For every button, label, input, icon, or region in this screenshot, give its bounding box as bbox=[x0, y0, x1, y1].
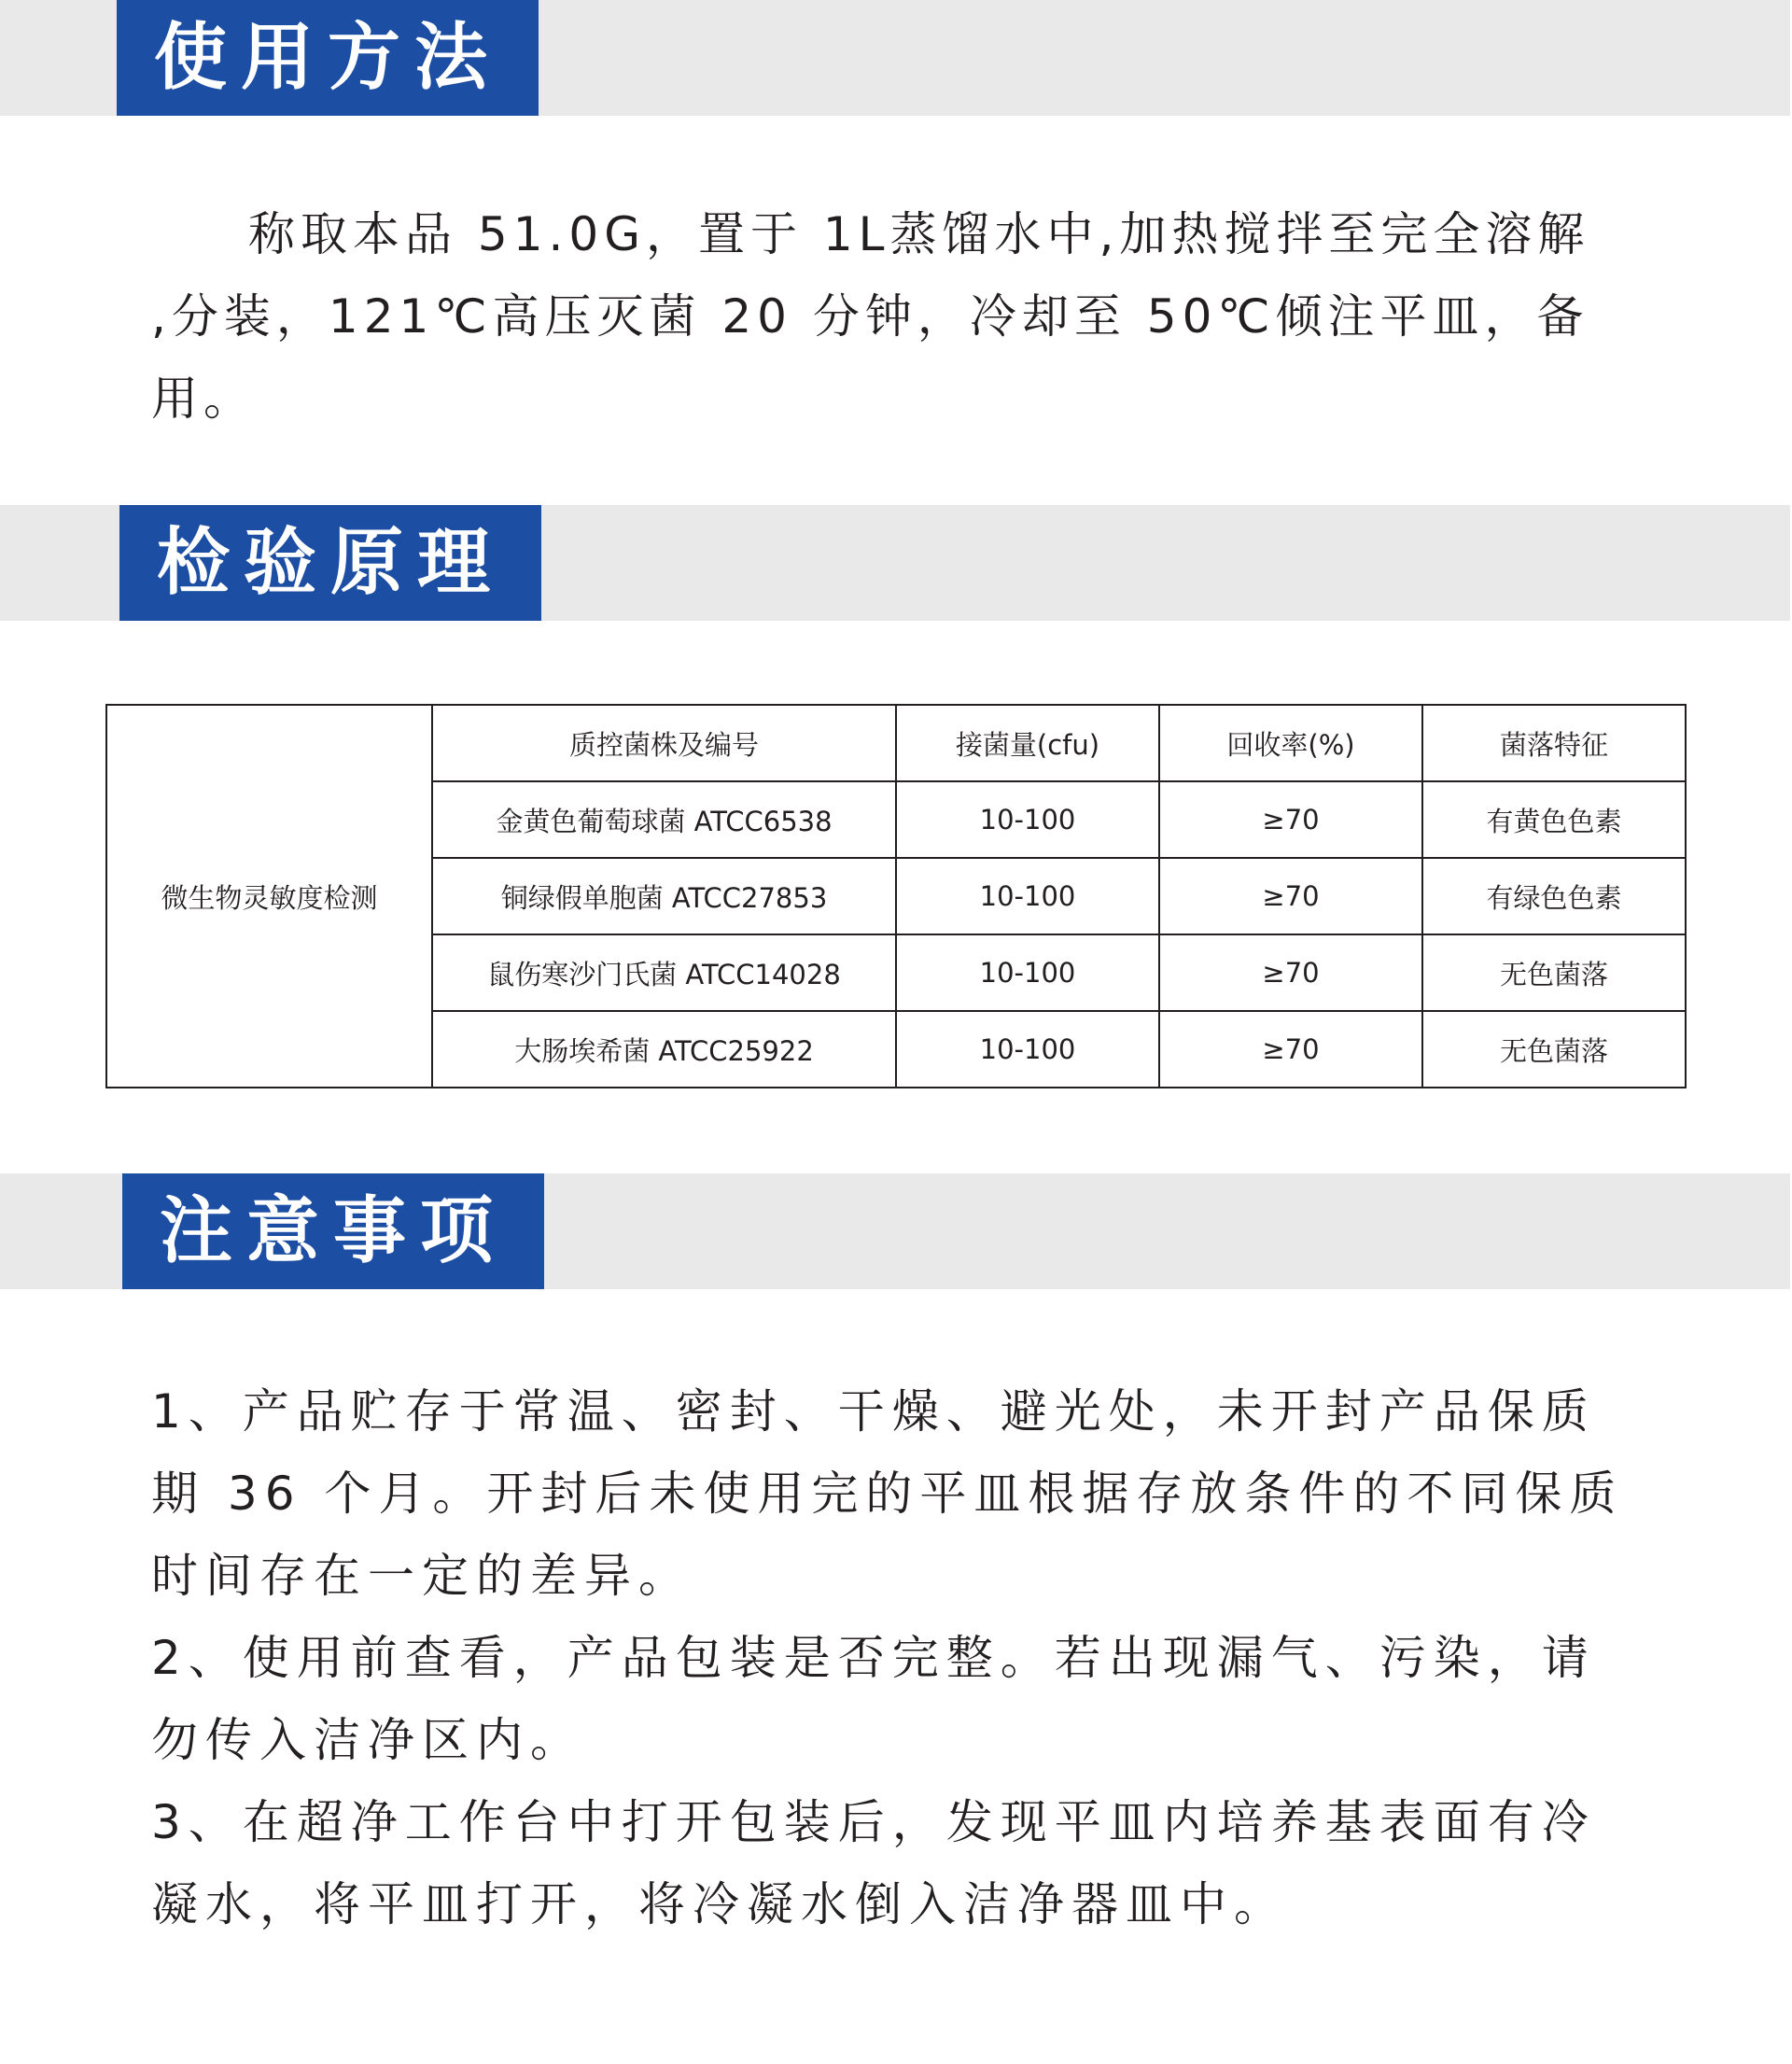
table-header-row bbox=[106, 705, 1686, 781]
usage-paragraph bbox=[151, 193, 1682, 440]
table-header-colony: 菌落特征 bbox=[1422, 705, 1686, 781]
notes-section-title: 注意事项 bbox=[122, 1173, 544, 1289]
inoculum-cell: 10-100 bbox=[896, 781, 1159, 858]
strain-cell: 鼠伤寒沙门氏菌 ATCC14028 bbox=[432, 934, 896, 1011]
strain-cell: 金黄色葡萄球菌 ATCC6538 bbox=[432, 781, 896, 858]
recovery-cell: ≥70 bbox=[1159, 858, 1422, 934]
recovery-cell: ≥70 bbox=[1159, 934, 1422, 1011]
usage-line: ,分装，121℃高压灭菌 20 分钟，冷却至 50℃倾注平皿，备 bbox=[151, 289, 1589, 344]
inoculum-cell: 10-100 bbox=[896, 1011, 1159, 1088]
inoculum-cell: 10-100 bbox=[896, 934, 1159, 1011]
table-header-recovery: 回收率(%) bbox=[1159, 705, 1422, 781]
note-line: 勿传入洁净区内。 bbox=[151, 1713, 584, 1767]
table-header-inoculum: 接菌量(cfu) bbox=[896, 705, 1159, 781]
principle-section-title: 检验原理 bbox=[119, 505, 541, 621]
notes-list bbox=[151, 1370, 1682, 1945]
usage-line: 用。 bbox=[151, 372, 256, 426]
strain-cell: 大肠埃希菌 ATCC25922 bbox=[432, 1011, 896, 1088]
note-line: 2、使用前查看，产品包装是否完整。若出现漏气、污染，请 bbox=[151, 1631, 1596, 1685]
colony-cell: 无色菌落 bbox=[1422, 934, 1686, 1011]
qc-strain-table bbox=[105, 704, 1687, 1088]
note-line: 凝水，将平皿打开，将冷凝水倒入洁净器皿中。 bbox=[151, 1877, 1288, 1931]
note-item bbox=[151, 1370, 1682, 1617]
note-line: 1、产品贮存于常温、密封、干燥、避光处，未开封产品保质 bbox=[151, 1384, 1596, 1439]
note-item bbox=[151, 1617, 1682, 1781]
usage-section-title: 使用方法 bbox=[117, 0, 539, 116]
table-category-cell: 微生物灵敏度检测 bbox=[106, 705, 432, 1088]
strain-cell: 铜绿假单胞菌 ATCC27853 bbox=[432, 858, 896, 934]
recovery-cell: ≥70 bbox=[1159, 781, 1422, 858]
note-line: 期 36 个月。开封后未使用完的平皿根据存放条件的不同保质 bbox=[151, 1467, 1624, 1521]
colony-cell: 有绿色色素 bbox=[1422, 858, 1686, 934]
note-item bbox=[151, 1781, 1682, 1945]
note-line: 时间存在一定的差异。 bbox=[151, 1549, 693, 1603]
table-header-strain: 质控菌株及编号 bbox=[432, 705, 896, 781]
inoculum-cell: 10-100 bbox=[896, 858, 1159, 934]
colony-cell: 有黄色色素 bbox=[1422, 781, 1686, 858]
note-line: 3、在超净工作台中打开包装后，发现平皿内培养基表面有冷 bbox=[151, 1795, 1596, 1849]
recovery-cell: ≥70 bbox=[1159, 1011, 1422, 1088]
usage-line: 称取本品 51.0G，置于 1L蒸馏水中,加热搅拌至完全溶解 bbox=[248, 207, 1590, 261]
colony-cell: 无色菌落 bbox=[1422, 1011, 1686, 1088]
